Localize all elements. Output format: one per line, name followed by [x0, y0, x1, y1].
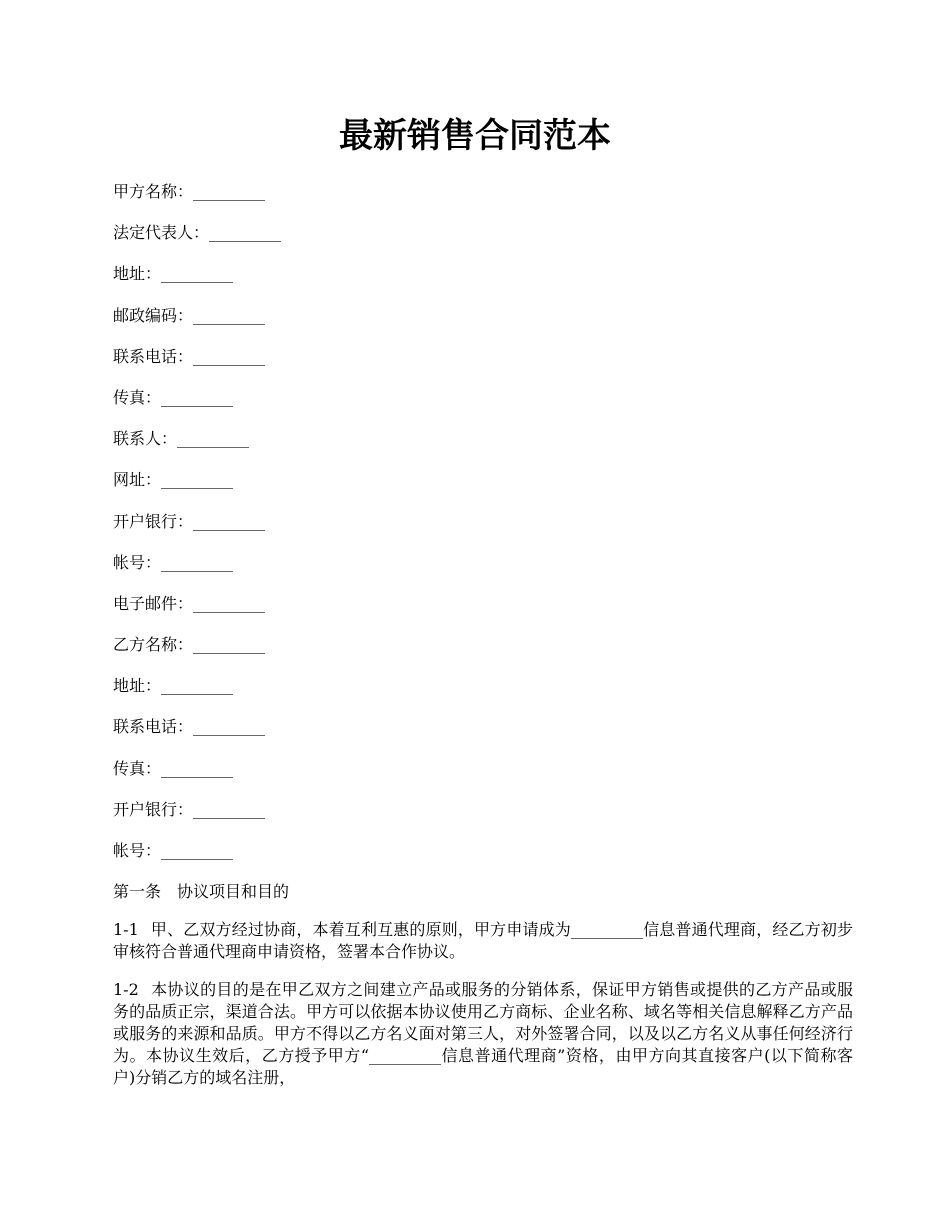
field-label: 邮政编码： [113, 305, 194, 325]
field-blank: _________ [209, 223, 282, 243]
paragraph-text: 本协议的目的是在甲乙双方之间建立产品或服务的分销体系，保证甲方销售或提供的乙方产品或服务的品质正宗，渠道合法。甲方可以依据本协议使用乙方商标、企业名称、域名等相关信息解释乙方产品或服务的来源和品质。甲方不得以乙方名义面对第三人，对外签署合同，以及以乙方名义从事任何经济行为。本协议生效后，乙方授予甲方“_________信息普通代理商”资格，由甲方向其直接客户(以下简称客户)分销乙方的域名注册， [113, 980, 853, 1087]
field-blank: _________ [177, 429, 250, 449]
paragraph-1-2 [113, 979, 853, 1089]
field-blank: _________ [193, 717, 266, 737]
paragraph-1-1 [113, 919, 853, 963]
field-blank: _________ [193, 593, 266, 613]
field-label: 地址： [113, 264, 162, 284]
field-website [113, 466, 853, 494]
field-blank: _________ [193, 305, 266, 325]
party-info-fields [113, 178, 853, 878]
field-party-b-name [113, 631, 853, 659]
field-blank: _________ [193, 635, 266, 655]
field-blank: _________ [161, 552, 234, 572]
field-party-b-fax [113, 755, 853, 783]
field-blank: _________ [161, 758, 234, 778]
field-blank: _________ [193, 511, 266, 531]
field-label: 联系电话： [113, 346, 194, 366]
field-postal-code [113, 302, 853, 330]
field-party-b-address [113, 672, 853, 700]
field-label: 联系电话： [113, 717, 194, 737]
field-label: 地址： [113, 676, 162, 696]
field-label: 开户银行： [113, 799, 194, 819]
field-blank: _________ [193, 346, 266, 366]
field-email [113, 590, 853, 618]
field-label: 法定代表人： [113, 223, 210, 243]
field-party-a-bank [113, 508, 853, 536]
field-label: 乙方名称： [113, 635, 194, 655]
field-party-a-address [113, 260, 853, 288]
paragraph-number: 1-2 [113, 980, 139, 999]
field-party-b-phone [113, 713, 853, 741]
field-blank: _________ [193, 182, 266, 201]
field-label: 联系人： [113, 429, 178, 449]
section-heading: 第一条 协议项目和目的 [113, 882, 290, 901]
field-label: 网址： [113, 470, 162, 490]
field-legal-representative [113, 219, 853, 247]
field-party-b-account [113, 837, 853, 865]
contract-body [113, 878, 853, 1105]
field-blank: _________ [161, 387, 234, 407]
field-party-a-name [113, 178, 853, 206]
field-label: 帐号： [113, 552, 162, 572]
field-label: 甲方名称： [113, 182, 194, 201]
paragraph-number: 1-1 [113, 920, 139, 939]
field-label: 帐号： [113, 841, 162, 860]
field-party-a-phone [113, 343, 853, 371]
field-label: 传真： [113, 387, 162, 407]
field-blank: _________ [161, 841, 234, 860]
field-blank: _________ [161, 676, 234, 696]
field-blank: _________ [161, 264, 234, 284]
paragraph-text: 甲、乙双方经过协商，本着互利互惠的原则，甲方申请成为_________信息普通代理商，经乙方初步审核符合普通代理商申请资格，签署本合作协议。 [113, 920, 853, 961]
field-label: 传真： [113, 758, 162, 778]
field-party-b-bank [113, 796, 853, 824]
field-party-a-fax [113, 384, 853, 412]
field-label: 电子邮件： [113, 593, 194, 613]
field-blank: _________ [161, 470, 234, 490]
field-label: 开户银行： [113, 511, 194, 531]
field-blank: _________ [193, 799, 266, 819]
document-title: 最新销售合同范本 [339, 116, 611, 156]
field-party-a-account [113, 549, 853, 577]
field-contact-person [113, 425, 853, 453]
